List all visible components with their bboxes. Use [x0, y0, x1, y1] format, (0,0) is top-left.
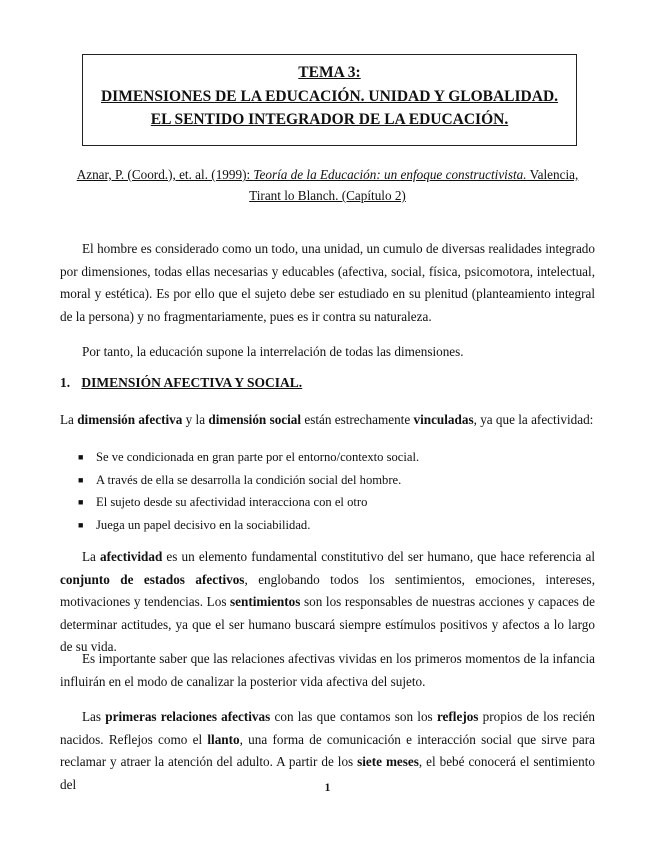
section-number: 1.	[60, 375, 71, 390]
p5-term-meses: siete meses	[357, 754, 419, 769]
section-heading	[60, 375, 302, 391]
bullet-icon: ■	[78, 474, 84, 485]
bullet-icon: ■	[78, 519, 84, 530]
bullet-list	[78, 446, 419, 536]
paragraph-3	[60, 546, 595, 659]
intro-text-e: están estrechamente	[301, 412, 414, 427]
p5-text-a: Las	[82, 709, 106, 724]
paragraph-2: Por tanto, la educación supone la interrelación de todas las dimensiones.	[82, 344, 464, 359]
p5-text-c: con las que contamos son los	[270, 709, 437, 724]
p5-term-reflejos: reflejos	[436, 709, 479, 724]
p5-text-i: , el bebé conocerá el sentimiento del	[60, 754, 595, 792]
p5-term-relaciones: primeras relaciones afectivas	[105, 709, 271, 724]
citation-book: Teoría de la Educación: un enfoque constructivista.	[253, 167, 527, 182]
intro-text-a: La	[60, 412, 78, 427]
intro-term-affective: dimensión afectiva	[77, 412, 183, 427]
p3-text-e: , englobando todos los sentimientos, emociones, intereses, motivaciones y tendencias. Los	[60, 571, 595, 609]
intro-text-g: , ya que la afectividad:	[473, 412, 594, 427]
p3-text-c: es un elemento fundamental constitutivo del ser humano, que hace referencia al	[162, 549, 595, 564]
citation-authors: Aznar, P. (Coord.), et. al. (1999):	[76, 167, 254, 182]
list-item	[78, 446, 419, 469]
citation-rest: Valencia, Tirant lo Blanch. (Capítulo 2)	[249, 167, 579, 203]
list-item	[78, 491, 419, 514]
intro-term-social: dimensión social	[208, 412, 302, 427]
list-item-text: Juega un papel decisivo en la sociabilidad.	[96, 517, 311, 532]
list-item	[78, 514, 419, 537]
p5-term-llanto: llanto	[207, 731, 240, 747]
section-title: DIMENSIÓN AFECTIVA Y SOCIAL.	[81, 375, 303, 390]
bullet-icon: ■	[78, 452, 84, 462]
title-line-3: EL SENTIDO INTEGRADOR DE LA EDUCACIÓN.	[150, 111, 509, 128]
p5-text-e: propios de los recién nacidos. Reflejos como el	[60, 709, 596, 747]
page-number: 1	[324, 782, 331, 794]
title-line-2: DIMENSIONES DE LA EDUCACIÓN. UNIDAD Y GLOBALIDAD.	[100, 87, 559, 105]
paragraph-4: Es importante saber que las relaciones afectivas vividas en los primeros momentos de la infancia influirán en el modo de canalizar la posterior vida afectiva del sujeto.	[60, 651, 595, 689]
title-line-1: TEMA 3:	[298, 64, 361, 81]
paragraph-1: El hombre es considerado como un todo, una unidad, un cumulo de diversas realidades integrado por dimensiones, todas ellas necesarias y educables (afectiva, social, física, psicomotora, intelectual, moral y estética). Es por ello que el sujeto debe ser estudiado en su plenitud (planteamiento integral de la persona) y no fragmentariamente, pues es ir contra su naturaleza.	[60, 241, 595, 324]
list-item-text: A través de ella se desarrolla la condición social del hombre.	[96, 472, 402, 487]
list-item-text: Se ve condicionada en gran parte por el entorno/contexto social.	[96, 450, 420, 464]
title-box	[82, 54, 577, 146]
bullet-icon: ■	[78, 497, 84, 507]
p3-text-a: La	[82, 549, 101, 564]
p5-text-g: , una forma de comunicación e interacción social que sirve para reclamar y atraer la atención del adulto. A partir de los	[60, 731, 595, 769]
p3-term-estados: conjunto de estados afectivos	[60, 571, 245, 587]
list-item	[78, 469, 419, 492]
intro-text-c: y la	[182, 412, 209, 427]
citation	[60, 164, 595, 206]
p3-term-sentimientos: sentimientos	[230, 594, 301, 609]
p3-text-g: son los responsables de nuestras acciones y capaces de determinar actitudes, ya que el ser humano buscará siempre estímulos positivos y afectos a lo largo de su vida.	[60, 594, 595, 654]
intro-paragraph	[60, 409, 595, 432]
p3-term-afectividad: afectividad	[100, 549, 163, 564]
intro-term-linked: vinculadas	[413, 412, 474, 427]
list-item-text: El sujeto desde su afectividad interacciona con el otro	[96, 495, 368, 509]
